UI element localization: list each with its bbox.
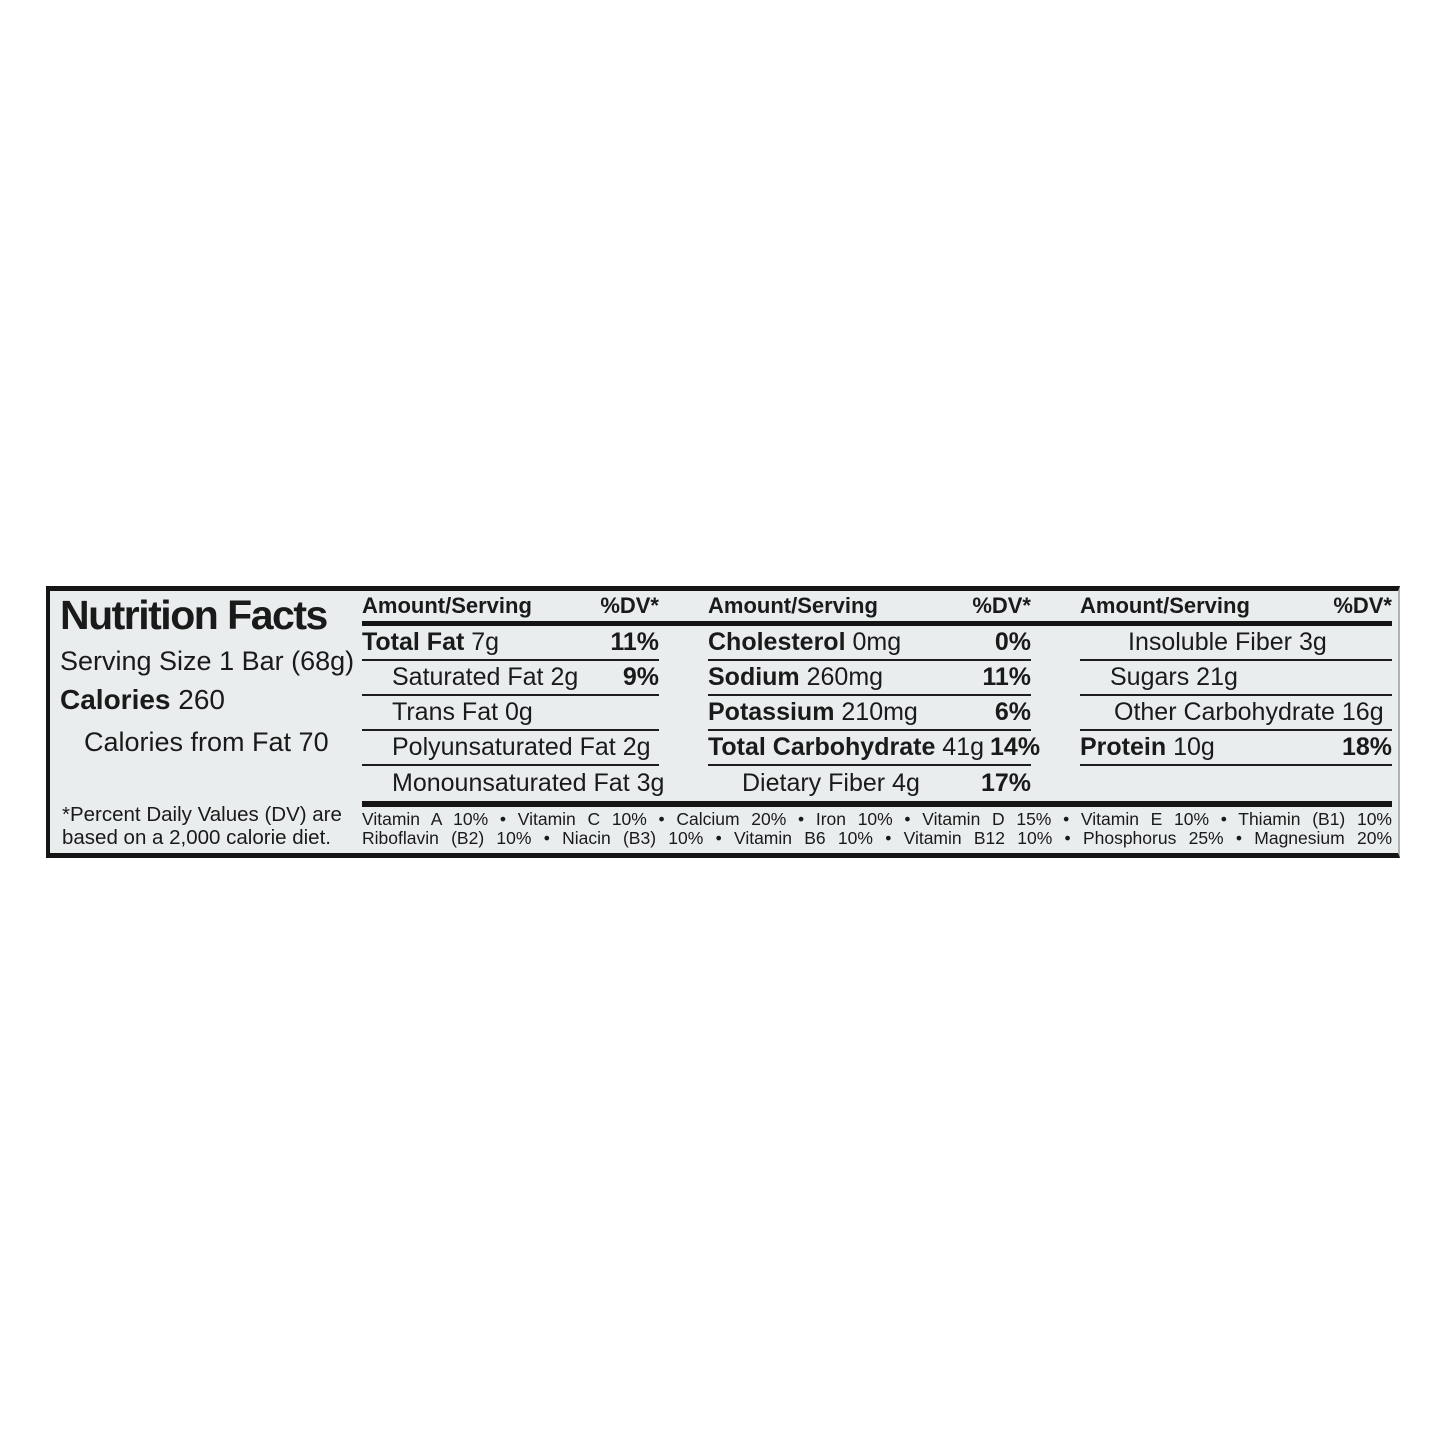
header-dv: %DV* <box>1333 593 1392 618</box>
row-total-carbohydrate: Total Carbohydrate 41g 14% <box>708 731 1031 766</box>
vitamins-section <box>362 807 1392 847</box>
rows-grid <box>362 626 1392 801</box>
row-dietary-fiber: Dietary Fiber 4g 17% <box>742 769 1031 797</box>
row-total-fat: Total Fat 7g 11% <box>362 626 659 661</box>
header-dv: %DV* <box>972 593 1031 618</box>
header-amount-serving: Amount/Serving <box>708 593 878 618</box>
calories-from-fat: Calories from Fat 70 <box>84 727 329 757</box>
row-monounsaturated-fat: Monounsaturated Fat 3g <box>392 769 665 797</box>
header-col2 <box>708 593 1031 619</box>
table-header-row <box>362 591 1392 621</box>
row-cholesterol: Cholesterol 0mg 0% <box>708 626 1031 661</box>
row-sodium: Sodium 260mg 11% <box>708 661 1031 696</box>
dv-footnote-line1: *Percent Daily Values (DV) are <box>62 803 342 826</box>
row-sugars: Sugars 21g <box>1080 661 1392 696</box>
dv-footnote-line2: based on a 2,000 calorie diet. <box>62 826 331 849</box>
row-other-carbohydrate: Other Carbohydrate 16g <box>1080 696 1392 731</box>
header-col3 <box>1080 593 1392 619</box>
row-potassium: Potassium 210mg 6% <box>708 696 1031 731</box>
row-trans-fat: Trans Fat 0g <box>362 696 659 731</box>
row-polyunsaturated-fat: Polyunsaturated Fat 2g <box>362 731 659 766</box>
vitamins-line2: Riboflavin (B2) 10% • Niacin (B3) 10% • Vitamin B6 10% • Vitamin B12 10% • Phosphorus 25% • Magnesium 20% <box>362 827 1392 848</box>
dv-footnote <box>62 803 342 849</box>
column-sodium-carbs <box>708 626 1041 801</box>
left-panel <box>60 593 360 851</box>
row-saturated-fat: Saturated Fat 2g 9% <box>362 661 659 696</box>
column-fats <box>362 626 665 801</box>
serving-size: Serving Size 1 Bar (68g) <box>60 646 355 676</box>
header-amount-serving: Amount/Serving <box>362 593 532 618</box>
nutrition-facts-label <box>46 586 1400 858</box>
vitamins-line1: Vitamin A 10% • Vitamin C 10% • Calcium 20% • Iron 10% • Vitamin D 15% • Vitamin E 10% • Thiamin (B1) 10% <box>362 809 1392 829</box>
column-sugars-protein <box>1080 626 1392 801</box>
calories-line <box>60 684 360 715</box>
header-dv: %DV* <box>600 593 659 618</box>
header-amount-serving: Amount/Serving <box>1080 593 1250 618</box>
header-col1 <box>362 593 659 619</box>
nutrient-table <box>362 591 1392 853</box>
row-empty <box>1080 766 1392 801</box>
label-title: Nutrition Facts <box>60 592 327 638</box>
row-protein: Protein 10g 18% <box>1080 731 1392 766</box>
calories-label: Calories <box>60 684 171 715</box>
calories-value: 260 <box>178 684 225 715</box>
row-insoluble-fiber: Insoluble Fiber 3g <box>1080 626 1392 661</box>
